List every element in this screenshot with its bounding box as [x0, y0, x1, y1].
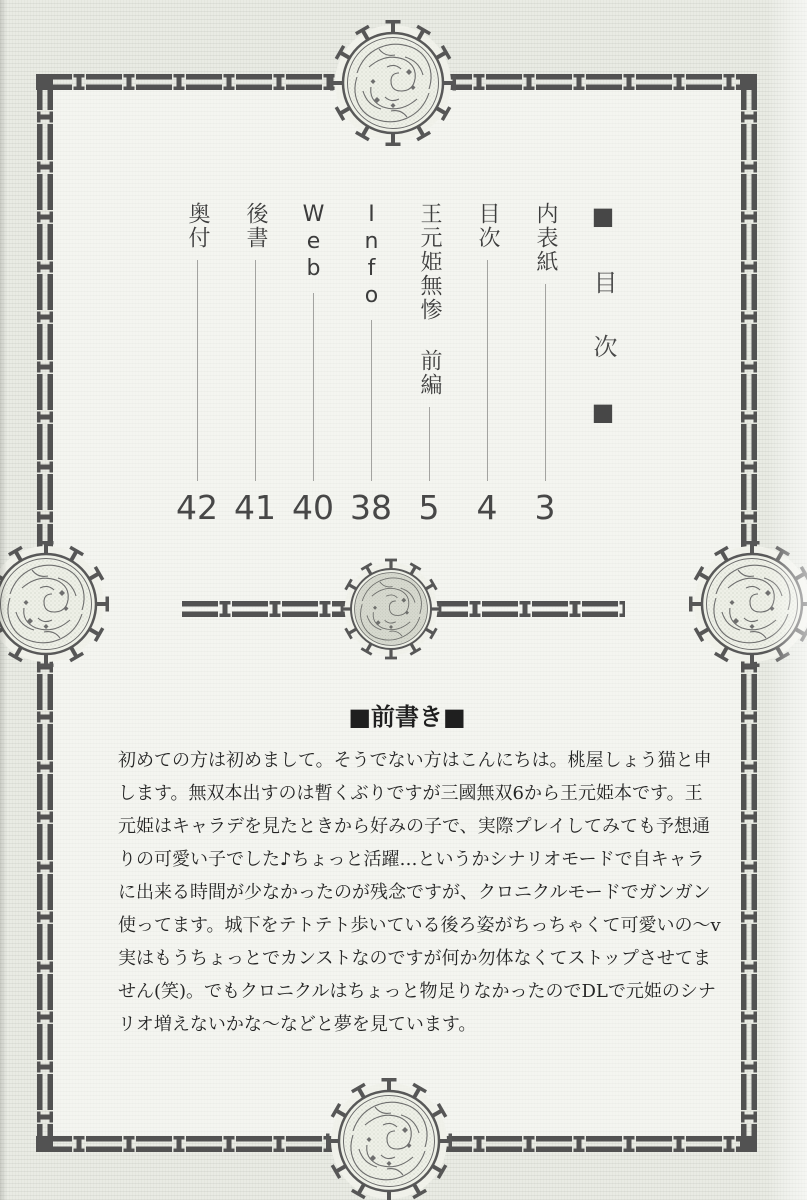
toc-entry-title: Info: [359, 202, 384, 310]
preface-line: リオ増えないかな〜などと夢を見ています。: [118, 1014, 477, 1035]
toc-entry-inner-cover: [516, 202, 574, 527]
table-of-contents: [168, 202, 632, 527]
preface-line: 初めての方は初めまして。そうでない方はこんにちは。桃屋しょう猫と申: [118, 750, 712, 771]
toc-entry-page-number: 40: [292, 488, 334, 527]
toc-entry-page-number: 38: [350, 488, 392, 527]
scan-edge-shadow: [0, 0, 7, 1200]
border-chain-left: [37, 74, 53, 1152]
border-chain-right: [741, 74, 757, 1152]
toc-entry-title: Web: [301, 202, 326, 283]
toc-leader-line: [429, 407, 430, 481]
toc-leader-line: [545, 284, 546, 481]
toc-entry-page-number: 42: [176, 488, 218, 527]
toc-header: ■目次■: [589, 202, 617, 466]
toc-entry-title: 目次: [475, 202, 500, 250]
scan-edge-highlight: [767, 0, 807, 1200]
toc-entry-page-number: 4: [476, 488, 498, 527]
toc-entry-page-number: 41: [234, 488, 276, 527]
preface-line: 実はもうちょっとでカンストなのですが何か勿体なくてストップさせてま: [118, 948, 711, 969]
preface-line: せん(笑)。でもクロニクルはちょっと物足りなかったのでDLで元姫のシナ: [118, 981, 716, 1002]
toc-entry-title: 奥付: [185, 202, 210, 250]
toc-entry-page-number: 3: [534, 488, 556, 527]
toc-entry-okuzuke: [168, 202, 226, 527]
toc-entry-title: 内表紙: [533, 202, 558, 274]
toc-entry-mokuji: [458, 202, 516, 527]
toc-entry-atogaki: [226, 202, 284, 527]
preface-line: に出来る時間が少なかったのが残念ですが、クロニクルモードでガンガン: [118, 882, 711, 903]
preface-heading: ■前書き■: [348, 702, 466, 731]
preface-line: します。無双本出すのは暫くぶりですが三國無双6から王元姫本です。王: [118, 783, 703, 804]
toc-leader-line: [197, 260, 198, 481]
toc-header-column: [574, 202, 632, 524]
toc-entry-page-number: 5: [418, 488, 440, 527]
border-chain-bottom: [36, 1136, 757, 1152]
border-chain-top: [36, 74, 757, 90]
toc-leader-line: [371, 320, 372, 481]
toc-leader-line: [313, 293, 314, 481]
toc-leader-line: [255, 260, 256, 481]
preface-section: [118, 702, 721, 1041]
preface-line: 元姫はキャラデを見たときから好みの子で、実際プレイしてみても予想通: [118, 816, 711, 837]
preface-line: 使ってます。城下をテトテト歩いている後ろ姿がちっちゃくて可愛いの〜v: [118, 915, 721, 936]
toc-entry-info: [342, 202, 400, 527]
toc-entry-title: 後書: [243, 202, 268, 250]
toc-entry-title: 王元姫無惨 前編: [417, 202, 442, 397]
toc-entry-main-story: [400, 202, 458, 527]
toc-leader-line: [487, 260, 488, 481]
preface-line: りの可愛い子でした♪ちょっと活躍…というかシナリオモードで自キャラ: [118, 849, 705, 870]
toc-entry-web: [284, 202, 342, 527]
